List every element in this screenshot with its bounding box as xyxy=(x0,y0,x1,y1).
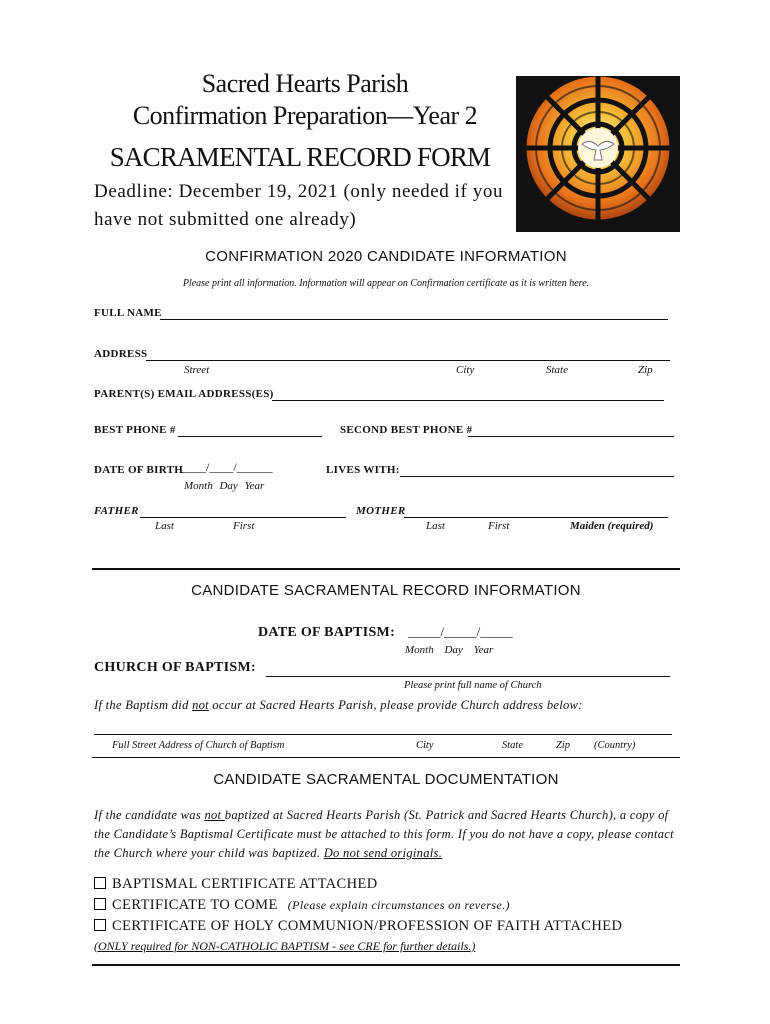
church-of-baptism-field[interactable] xyxy=(266,676,670,677)
second-phone-field[interactable] xyxy=(468,436,674,437)
street-caption: Street xyxy=(184,364,210,376)
city-caption: City xyxy=(416,740,434,751)
address-label: ADDRESS xyxy=(94,348,148,360)
print-note: Please print all information. Information will appear on Confirmation certificate as it is written here. xyxy=(182,278,590,289)
best-phone-field[interactable] xyxy=(178,436,322,437)
documentation-heading: CANDIDATE SACRAMENTAL DOCUMENTATION xyxy=(213,771,559,788)
parish-name: Sacred Hearts Parish xyxy=(201,69,409,98)
country-caption: (Country) xyxy=(594,740,636,751)
checkbox-label: CERTIFICATE OF HOLY COMMUNION/PROFESSION OF FAITH ATTACHED xyxy=(112,918,623,934)
stained-glass-window-icon xyxy=(516,76,680,232)
dob-label: DATE OF BIRTH xyxy=(94,464,184,476)
form-title: SACRAMENTAL RECORD FORM xyxy=(109,142,491,172)
address-field[interactable] xyxy=(146,360,670,361)
best-phone-label: BEST PHONE # xyxy=(94,424,176,436)
candidate-info-heading: CONFIRMATION 2020 CANDIDATE INFORMATION xyxy=(205,248,567,265)
checkbox-icon[interactable] xyxy=(94,919,106,931)
checkbox-icon[interactable] xyxy=(94,877,106,889)
full-name-field[interactable] xyxy=(160,319,668,320)
divider xyxy=(92,568,680,570)
divider xyxy=(92,964,680,966)
instruction-text: If the Baptism did xyxy=(94,698,193,712)
baptism-address-instruction xyxy=(94,696,583,715)
father-last-caption: Last xyxy=(155,520,174,532)
checkbox-icon[interactable] xyxy=(94,898,106,910)
mother-last-caption: Last xyxy=(426,520,445,532)
church-of-baptism-label: CHURCH OF BAPTISM: xyxy=(94,660,256,675)
day-caption: Day xyxy=(219,480,238,492)
lives-with-field[interactable] xyxy=(400,476,674,477)
paragraph-text: If the candidate was xyxy=(94,808,205,822)
year-caption: Year xyxy=(244,480,265,492)
year-caption: Year xyxy=(473,644,494,656)
city-caption: City xyxy=(456,364,475,376)
documentation-paragraph xyxy=(94,806,680,863)
street-address-caption: Full Street Address of Church of Baptism xyxy=(112,740,285,751)
zip-caption: Zip xyxy=(638,364,653,376)
deadline-text: Deadline: December 19, 2021 (only needed if you have not submitted one already) xyxy=(94,181,504,230)
state-caption: State xyxy=(546,364,568,376)
month-caption: Month xyxy=(184,480,213,492)
paragraph-not: not xyxy=(204,808,225,822)
second-phone-label: SECOND BEST PHONE # xyxy=(340,424,473,436)
zip-caption: Zip xyxy=(556,740,571,751)
mother-label: MOTHER xyxy=(356,505,406,517)
parent-email-label: PARENT(S) EMAIL ADDRESS(ES) xyxy=(94,388,274,400)
checkbox-note: (Please explain circumstances on reverse.) xyxy=(287,898,510,912)
lives-with-label: LIVES WITH: xyxy=(326,464,400,476)
checkbox-baptismal-certificate[interactable] xyxy=(94,876,378,893)
checkbox-communion-certificate[interactable] xyxy=(94,918,622,935)
month-caption: Month xyxy=(405,644,434,656)
header-title xyxy=(110,68,500,132)
instruction-text-2: occur at Sacred Hearts Parish, please provide Church address below: xyxy=(208,698,583,712)
full-name-label: FULL NAME xyxy=(94,307,162,319)
instruction-not: not xyxy=(192,698,209,712)
checkbox-label: CERTIFICATE TO COME xyxy=(112,897,278,913)
non-catholic-note: (ONLY required for NON-CATHOLIC BAPTISM - see CRE for further details.) xyxy=(94,939,476,953)
date-of-baptism-label: DATE OF BAPTISM: xyxy=(258,625,396,640)
dob-field[interactable]: ____/____/______ xyxy=(182,460,273,474)
state-caption: State xyxy=(502,740,523,751)
mother-field[interactable] xyxy=(404,517,668,518)
father-first-caption: First xyxy=(233,520,255,532)
church-note: Please print full name of Church xyxy=(404,680,542,691)
baptism-date-captions xyxy=(405,644,493,656)
maiden-caption: Maiden (required) xyxy=(570,520,654,532)
church-address-field[interactable] xyxy=(94,734,672,735)
date-of-baptism-field[interactable]: _____/_____/_____ xyxy=(408,624,513,639)
do-not-send-originals: Do not send originals. xyxy=(323,846,443,860)
father-field[interactable] xyxy=(140,517,346,518)
record-heading: CANDIDATE SACRAMENTAL RECORD INFORMATION xyxy=(191,582,581,599)
program-name: Confirmation Preparation—Year 2 xyxy=(132,101,478,130)
paragraph-text-2: baptized at Sacred Hearts Parish (St. Patrick and Sacred Hearts Church), a copy of the Candidate’s Baptismal Certificate must be attached to this form. If you do not have a copy, please contact the Church where your child was baptized. xyxy=(94,808,674,860)
father-label: FATHER xyxy=(94,505,139,517)
checkbox-label: BAPTISMAL CERTIFICATE ATTACHED xyxy=(112,876,378,892)
mother-first-caption: First xyxy=(488,520,510,532)
day-caption: Day xyxy=(444,644,463,656)
dob-captions xyxy=(184,480,264,492)
parent-email-field[interactable] xyxy=(272,400,664,401)
divider xyxy=(92,757,680,758)
checkbox-certificate-to-come[interactable] xyxy=(94,897,510,914)
